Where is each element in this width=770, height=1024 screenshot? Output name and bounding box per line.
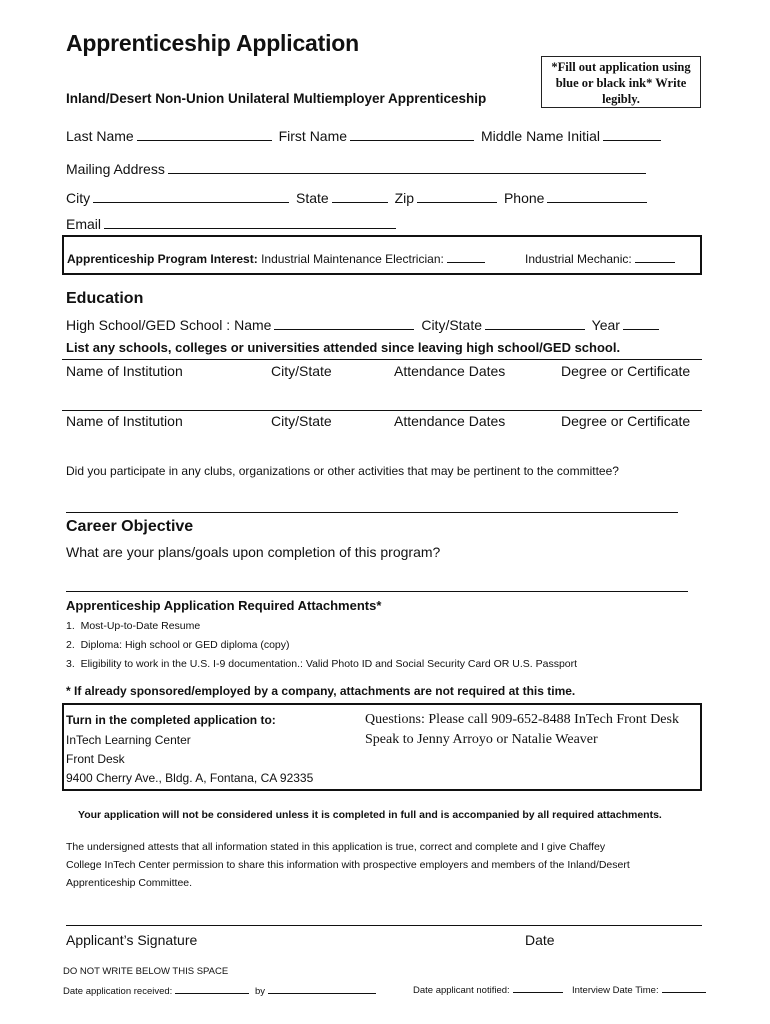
hs-city-state-label: City/State (421, 317, 483, 333)
notified-row (413, 982, 566, 996)
phone-field[interactable] (547, 189, 647, 203)
received-row (63, 983, 379, 997)
mechanic-field[interactable] (635, 249, 675, 263)
degree-col-1: Degree or Certificate (561, 363, 691, 379)
email-field[interactable] (104, 215, 396, 229)
page-title: Apprenticeship Application (66, 30, 359, 56)
high-school-label: High School/GED School : Name (66, 317, 272, 333)
career-question: What are your plans/goals upon completion of this program? (66, 544, 441, 560)
mechanic-label: Industrial Mechanic: (525, 252, 632, 266)
applicant-signature-label: Applicant’s Signature (66, 932, 198, 948)
program-subtitle: Inland/Desert Non-Union Unilateral Multiemployer Apprenticeship (66, 91, 487, 106)
hs-year-label: Year (591, 317, 620, 333)
turn-in-heading: Turn in the completed application to: (66, 713, 276, 727)
first-name-label: First Name (278, 128, 348, 144)
questions-line-1: Questions: Please call 909-652-8488 InTech Front Desk (365, 712, 679, 727)
last-name-label: Last Name (66, 128, 134, 144)
attestation-line: The undersigned attests that all information stated in this application is true, correct and complete and I give Chaffey (66, 841, 606, 853)
hs-city-state-field[interactable] (485, 316, 585, 330)
middle-initial-label: Middle Name Initial (480, 128, 600, 144)
high-school-row (66, 316, 662, 333)
email-label: Email (66, 216, 102, 232)
state-label: State (296, 190, 329, 206)
city-state-col-2: City/State (271, 413, 332, 429)
first-name-field[interactable] (350, 127, 474, 141)
electrician-field[interactable] (447, 249, 485, 263)
high-school-field[interactable] (274, 316, 414, 330)
hs-year-field[interactable] (623, 316, 659, 330)
completion-warning: Your application will not be considered unless it is completed in full and is accompanied by all required attachments. (78, 809, 662, 821)
mechanic-row (525, 249, 678, 266)
name-row (66, 127, 664, 144)
address-row (66, 160, 649, 177)
clubs-answer-line[interactable] (66, 512, 678, 513)
middle-initial-field[interactable] (603, 127, 661, 141)
education-heading: Education (66, 290, 144, 307)
notified-field[interactable] (513, 982, 563, 993)
turn-in-line-1: InTech Learning Center (66, 733, 191, 747)
schools-prompt: List any schools, colleges or universities attended since leaving high school/GED school. (66, 340, 621, 355)
city-label: City (66, 190, 91, 206)
attachment-item-3: 3. Eligibility to work in the U.S. I-9 documentation.: Valid Photo ID and Social Security Card OR U.S. Passport (66, 658, 578, 670)
attestation (66, 838, 630, 892)
received-label: Date application received: (63, 986, 173, 997)
email-row (66, 215, 399, 232)
received-field[interactable] (175, 983, 249, 994)
institution-col-1: Name of Institution (66, 363, 183, 379)
city-row (66, 189, 650, 206)
zip-field[interactable] (417, 189, 497, 203)
by-label: by (254, 986, 266, 997)
interview-field[interactable] (662, 982, 706, 993)
program-interest-row (67, 249, 488, 266)
degree-col-2: Degree or Certificate (561, 413, 691, 429)
turn-in-line-2: Front Desk (66, 752, 125, 766)
notified-label: Date applicant notified: (413, 985, 510, 996)
signature-date-label: Date (525, 932, 555, 948)
attachments-heading: Apprenticeship Application Required Attachments* (66, 598, 382, 613)
city-state-col-1: City/State (271, 363, 332, 379)
mailing-address-label: Mailing Address (66, 161, 165, 177)
city-field[interactable] (93, 189, 289, 203)
attachment-item-1: 1. Most-Up-to-Date Resume (66, 620, 201, 632)
questions-line-2: Speak to Jenny Arroyo or Natalie Weaver (365, 732, 598, 747)
interview-label: Interview Date Time: (572, 985, 659, 996)
career-answer-line[interactable] (66, 591, 688, 592)
divider (62, 410, 702, 411)
signature-line[interactable] (66, 925, 702, 926)
attendance-col-2: Attendance Dates (394, 413, 506, 429)
attachment-item-2: 2. Diploma: High school or GED diploma (copy) (66, 639, 290, 651)
program-interest-label: Apprenticeship Program Interest: (67, 252, 258, 266)
last-name-field[interactable] (137, 127, 272, 141)
ink-instruction-note: *Fill out application using blue or black ink* Write legibly. (541, 56, 701, 108)
clubs-question: Did you participate in any clubs, organizations or other activities that may be pertinent to the committee? (66, 464, 619, 478)
sponsored-note: * If already sponsored/employed by a company, attachments are not required at this time. (66, 684, 576, 698)
zip-label: Zip (394, 190, 415, 206)
attendance-col-1: Attendance Dates (394, 363, 506, 379)
institution-col-2: Name of Institution (66, 413, 183, 429)
electrician-label: Industrial Maintenance Electrician: (261, 252, 444, 266)
interview-row (572, 982, 709, 996)
office-use-header: DO NOT WRITE BELOW THIS SPACE (63, 966, 229, 977)
attestation-line: Apprenticeship Committee. (66, 877, 193, 889)
mailing-address-field[interactable] (168, 160, 646, 174)
divider (62, 359, 702, 360)
turn-in-address: 9400 Cherry Ave., Bldg. A, Fontana, CA 92335 (66, 771, 314, 785)
career-heading: Career Objective (66, 518, 194, 535)
by-field[interactable] (268, 983, 376, 994)
phone-label: Phone (503, 190, 545, 206)
attestation-line: College InTech Center permission to share this information with prospective employers and members of the Inland/Desert (66, 859, 630, 871)
state-field[interactable] (332, 189, 388, 203)
